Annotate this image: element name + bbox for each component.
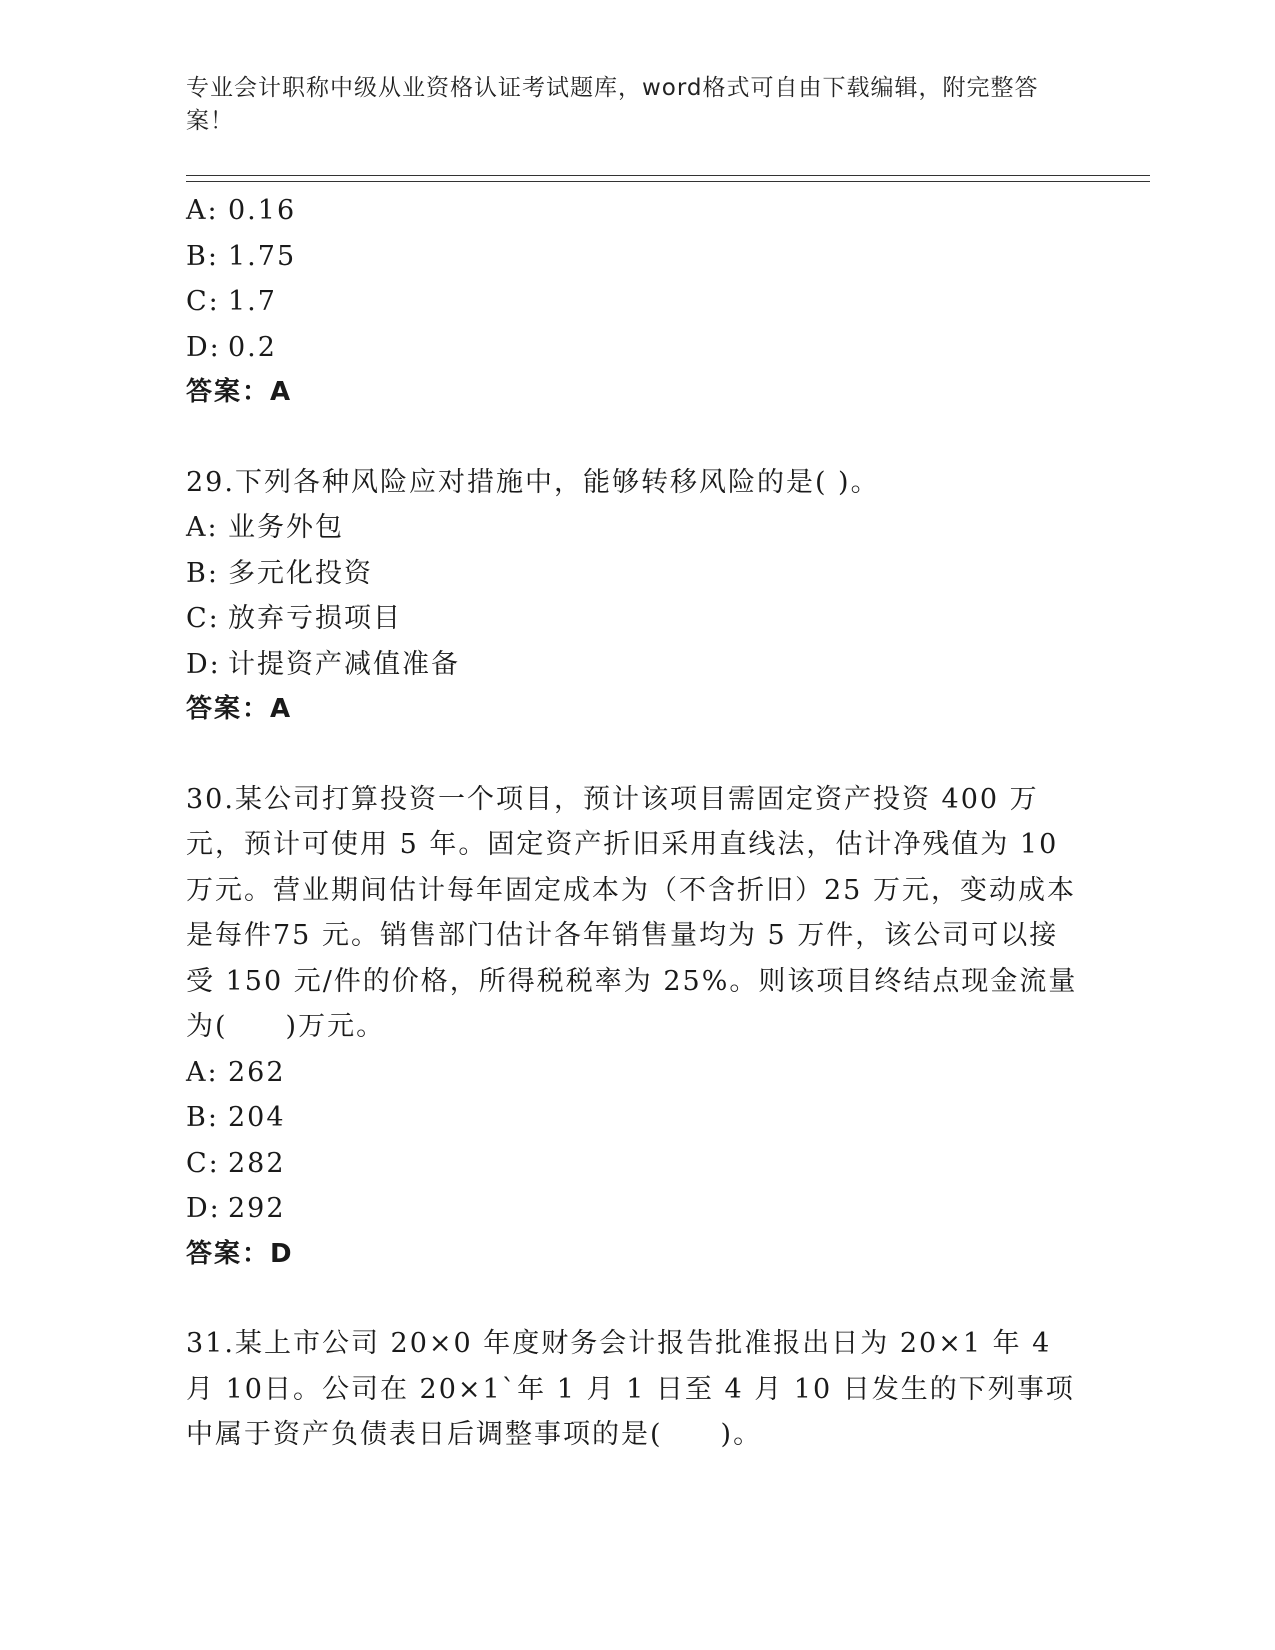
question-stem: 31.某上市公司 20×0 年度财务会计报告批准报出日为 20×1 年 4 月 10日。公司在 20×1`年 1 月 1 日至 4 月 10 日发生的下列事项中属于资产负债表日后调整事项的是( )。 bbox=[186, 1328, 1075, 1450]
option-c: C: 放弃亏损项目 bbox=[186, 603, 402, 634]
prev-question-options bbox=[186, 188, 1086, 416]
option-c: C: 1.7 bbox=[186, 286, 277, 317]
answer-line: 答案：D bbox=[186, 1238, 294, 1269]
option-b: B: 1.75 bbox=[186, 240, 297, 272]
option-a: A: 0.16 bbox=[186, 195, 297, 226]
option-d: D: 计提资产减值准备 bbox=[186, 648, 460, 680]
question-30 bbox=[186, 777, 1086, 1278]
option-b: B: 204 bbox=[186, 1102, 286, 1133]
option-a: A: 262 bbox=[186, 1056, 286, 1088]
header-rule-top bbox=[186, 175, 1150, 176]
header-rule-bottom bbox=[186, 181, 1150, 182]
question-29 bbox=[186, 460, 1086, 733]
option-d: D: 292 bbox=[186, 1193, 286, 1224]
answer-line: 答案：A bbox=[186, 694, 293, 724]
question-stem: 29.下列各种风险应对措施中，能够转移风险的是( )。 bbox=[186, 466, 880, 498]
option-c: C: 282 bbox=[186, 1147, 286, 1179]
question-content bbox=[186, 188, 1086, 1458]
option-a: A: 业务外包 bbox=[186, 512, 344, 543]
option-b: B: 多元化投资 bbox=[186, 557, 373, 589]
document-header: 专业会计职称中级从业资格认证考试题库，word格式可自由下载编辑，附完整答案！ bbox=[186, 75, 1039, 134]
question-31 bbox=[186, 1321, 1086, 1458]
answer-line: 答案：A bbox=[186, 377, 293, 407]
question-stem: 30.某公司打算投资一个项目，预计该项目需固定资产投资 400 万元，预计可使用 5 年。固定资产折旧采用直线法，估计净残值为 10 万元。营业期间估计每年固定成本为（不含折旧）25 万元，变动成本是每件75 元。销售部门估计各年销售量均为 5 万件，该公司可以接受 150 元/件的价格，所得税税率为 25%。则该项目终结点现金流量为( )万元。 bbox=[186, 783, 1078, 1042]
option-d: D: 0.2 bbox=[186, 331, 277, 363]
